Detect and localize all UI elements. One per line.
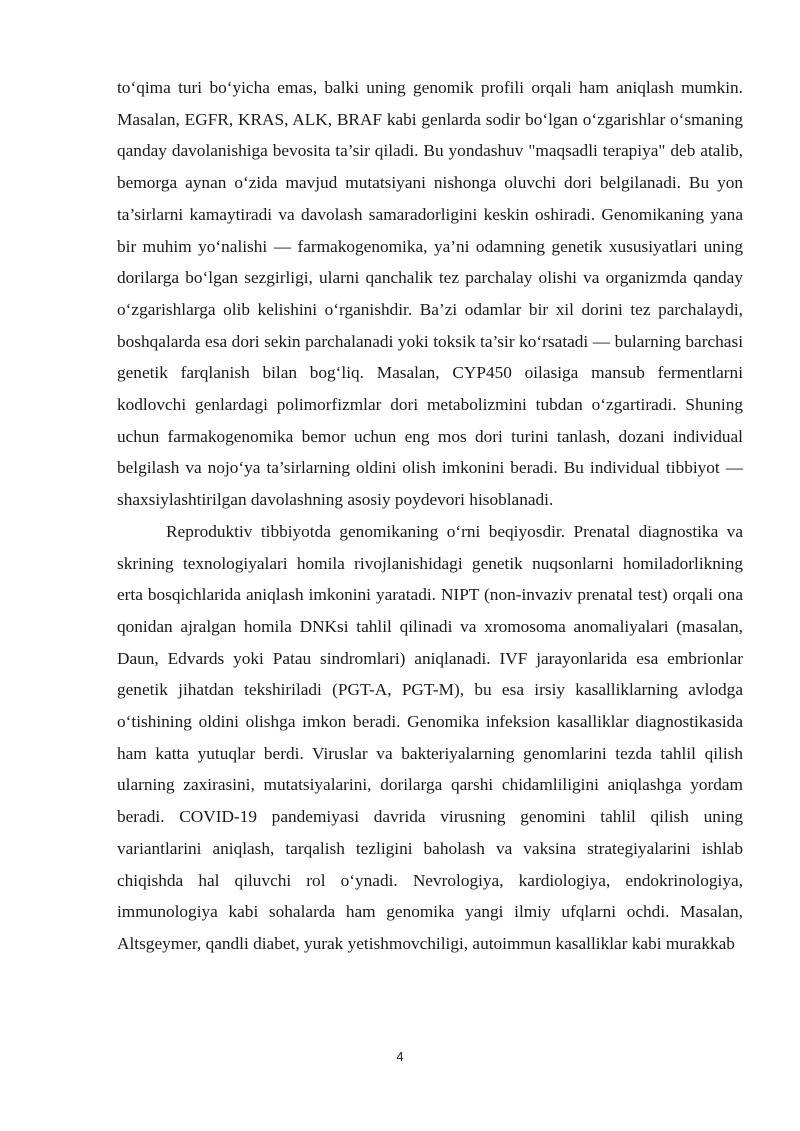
paragraph-reproductive-medicine: Reproduktiv tibbiyotda genomikaning o‘rni beqiyosdir. Prenatal diagnostika va skrining texnologiyalari homila rivojlanishidagi genetik nuqsonlarni homiladorlikning erta bosqichlarida aniqlash imkonini yaratadi. NIPT (non-invaziv prenatal test) orqali ona qonidan ajralgan homila DNKsi tahlil qilinadi va xromosoma anomaliyalari (masalan, Daun, Edvards yoki Patau sindromlari) aniqlanadi. IVF jarayonlarida esa embrionlar genetik jihatdan tekshiriladi (PGT-A, PGT-M), bu esa irsiy kasalliklarning avlodga o‘tishining oldini olishga imkon beradi. Genomika infeksion kasalliklar diagnostikasida ham katta yutuqlar berdi. Viruslar va bakteriyalarning genomlarini tezda tahlil qilish ularning zaxirasini, mutatsiyalarini, dorilarga qarshi chidamliligini aniqlashga yordam beradi. COVID-19 pandemiyasi davrida virusning genomini tahlil qilish uning variantlarini aniqlash, tarqalish tezligini baholash va vaksina strategiyalarini ishlab chiqishda hal qiluvchi rol o‘ynadi. Nevrologiya, kardiologiya, endokrinologiya, immunologiya kabi sohalarda ham genomika yangi ilmiy ufqlarni ochdi. Masalan, Altsgeymer, qandli diabet, yurak yetishmovchiligi, autoimmun kasalliklar kabi murakkab [117,521,743,953]
paragraph-continuation: to‘qima turi bo‘yicha emas, balki uning genomik profili orqali ham aniqlash mumkin. Masalan, EGFR, KRAS, ALK, BRAF kabi genlarda sodir bo‘lgan o‘zgarishlar o‘smaning qanday davolanishiga bevosita ta’sir qiladi. Bu yondashuv "maqsadli terapiya" deb atalib, bemorga aynan o‘zida mavjud mutatsiyani nishonga oluvchi dori belgilanadi. Bu yon ta’sirlarni kamaytiradi va davolash samaradorligini keskin oshiradi. Genomikaning yana bir muhim yo‘nalishi — farmakogenomika, ya’ni odamning genetik xususiyatlari uning dorilarga bo‘lgan sezgirligi, ularni qanchalik tez parchalay olishi va organizmda qanday o‘zgarishlarga olib kelishini o‘rganishdir. Ba’zi odamlar bir xil dorini tez parchalaydi, boshqalarda esa dori sekin parchalanadi yoki toksik ta’sir ko‘rsatadi — bularning barchasi genetik farqlanish bilan bog‘liq. Masalan, CYP450 oilasiga mansub fermentlarni kodlovchi genlardagi polimorfizmlar dori metabolizmini tubdan o‘zgartiradi. Shuning uchun farmakogenomika bemor uchun eng mos dori turini tanlash, dozani individual belgilash va nojo‘ya ta’sirlarning oldini olish imkonini beradi. Bu individual tibbiyot — shaxsiylashtirilgan davolashning asosiy poydevori hisoblanadi. [117,78,743,510]
page-number: 4 [396,1049,404,1064]
body-text [117,72,743,960]
